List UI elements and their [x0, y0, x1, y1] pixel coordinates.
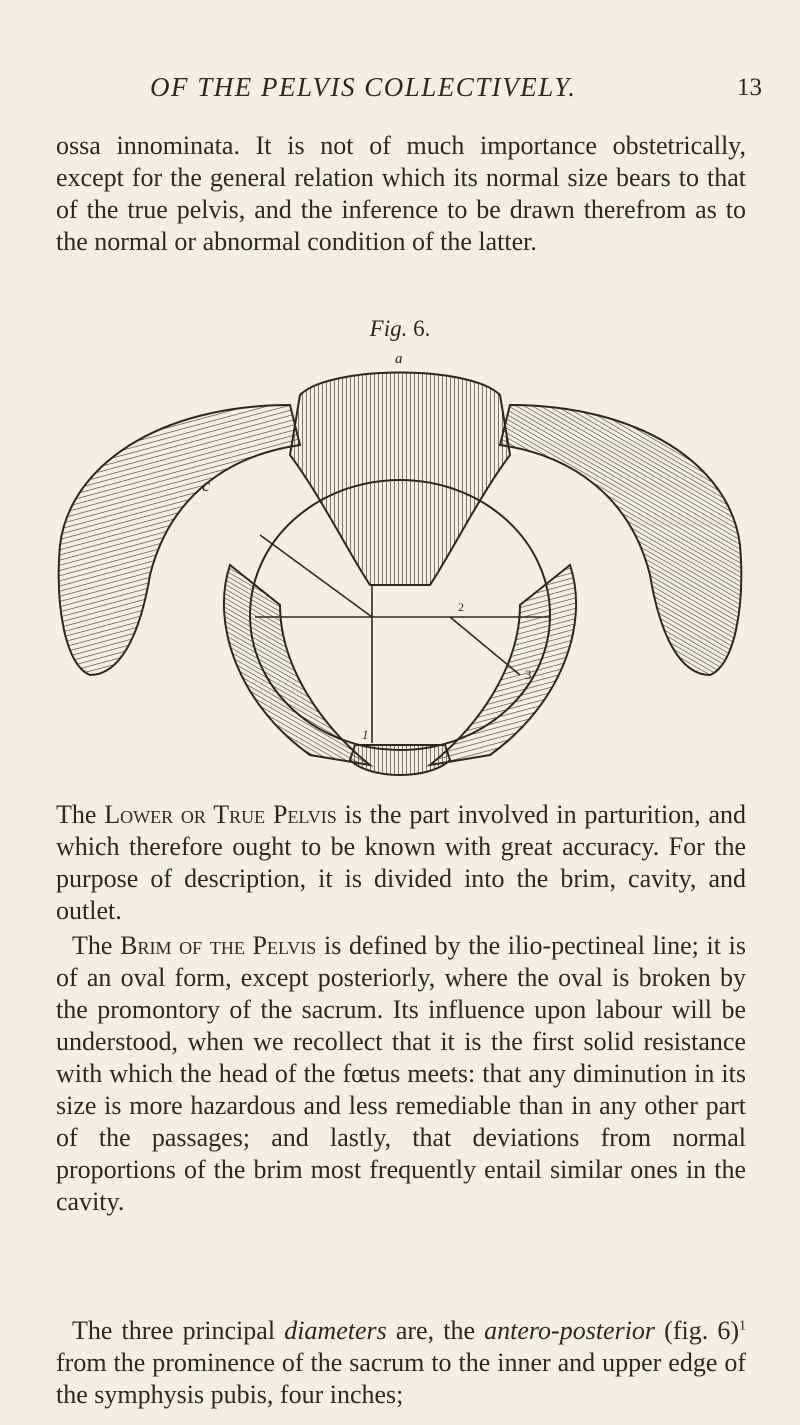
- left-pelvic-wall: [224, 565, 370, 765]
- text-run: from the prominence of the sacrum to the inner and upper edge of the symphysis pubis, four inches;: [56, 1348, 746, 1409]
- paragraph-intro: ossa innominata. It is not of much importance obstetrically, except for the general relation which its normal size bears to that of the true pelvis, and the inference to be drawn therefrom as to the normal or abnormal condition of the latter.: [56, 131, 746, 256]
- figure-caption-number: 6.: [413, 316, 431, 341]
- figure-label-bottom: 1: [362, 727, 369, 742]
- text-run: is the part involved in parturition, and which therefore ought to be known with great accuracy. For the purpose of description, it is divided into the brim, cavity, and outlet.: [56, 800, 747, 925]
- oblique-diameter-right: [450, 617, 520, 675]
- figure-label-center: 2: [458, 600, 464, 614]
- pelvis-figure: [50, 345, 750, 785]
- text-run: The: [72, 931, 121, 960]
- figure-label-right: 3: [525, 667, 532, 682]
- page-header: [0, 72, 800, 112]
- footnote-marker: 1: [739, 1318, 746, 1334]
- text-run: are, the: [386, 1316, 485, 1345]
- italic-term: diameters: [284, 1316, 387, 1345]
- text-run: The three principal: [72, 1316, 285, 1345]
- figure-label-left: c: [202, 475, 210, 495]
- pelvis-illustration: [50, 345, 750, 785]
- text-run: The: [56, 800, 105, 829]
- italic-term: antero-posterior: [484, 1316, 656, 1345]
- figure-caption: [0, 316, 800, 342]
- sacrum: [290, 373, 510, 586]
- text-run: is defined by the ilio-pectineal line; it is of an oval form, except posteriorly, where the oval is broken by the promontory of the sacrum. Its influence upon labour will be understood, when we recollect that it is the first solid resistance with which the head of the fœtus meets: that any diminution in its size is more hazardous and less remediable than in any other part of the passages; and lastly, that deviations from normal proportions of the brim most frequently entail similar ones in the cavity.: [56, 931, 746, 1216]
- text-run: (fig. 6): [655, 1316, 739, 1345]
- small-caps-term: Brim of the Pelvis: [120, 931, 317, 960]
- paragraph-diameters: [56, 1315, 746, 1411]
- small-caps-term: Lower or True Pelvis: [104, 800, 337, 829]
- figure-caption-label: Fig.: [369, 316, 408, 341]
- running-head: OF THE PELVIS COLLECTIVELY.: [150, 72, 577, 102]
- page-number: 13: [737, 74, 762, 101]
- figure-label-top: a: [395, 351, 403, 367]
- right-pelvic-wall: [430, 565, 576, 765]
- paragraph-brim: [56, 930, 746, 1218]
- paragraph-lower-pelvis: [56, 799, 746, 927]
